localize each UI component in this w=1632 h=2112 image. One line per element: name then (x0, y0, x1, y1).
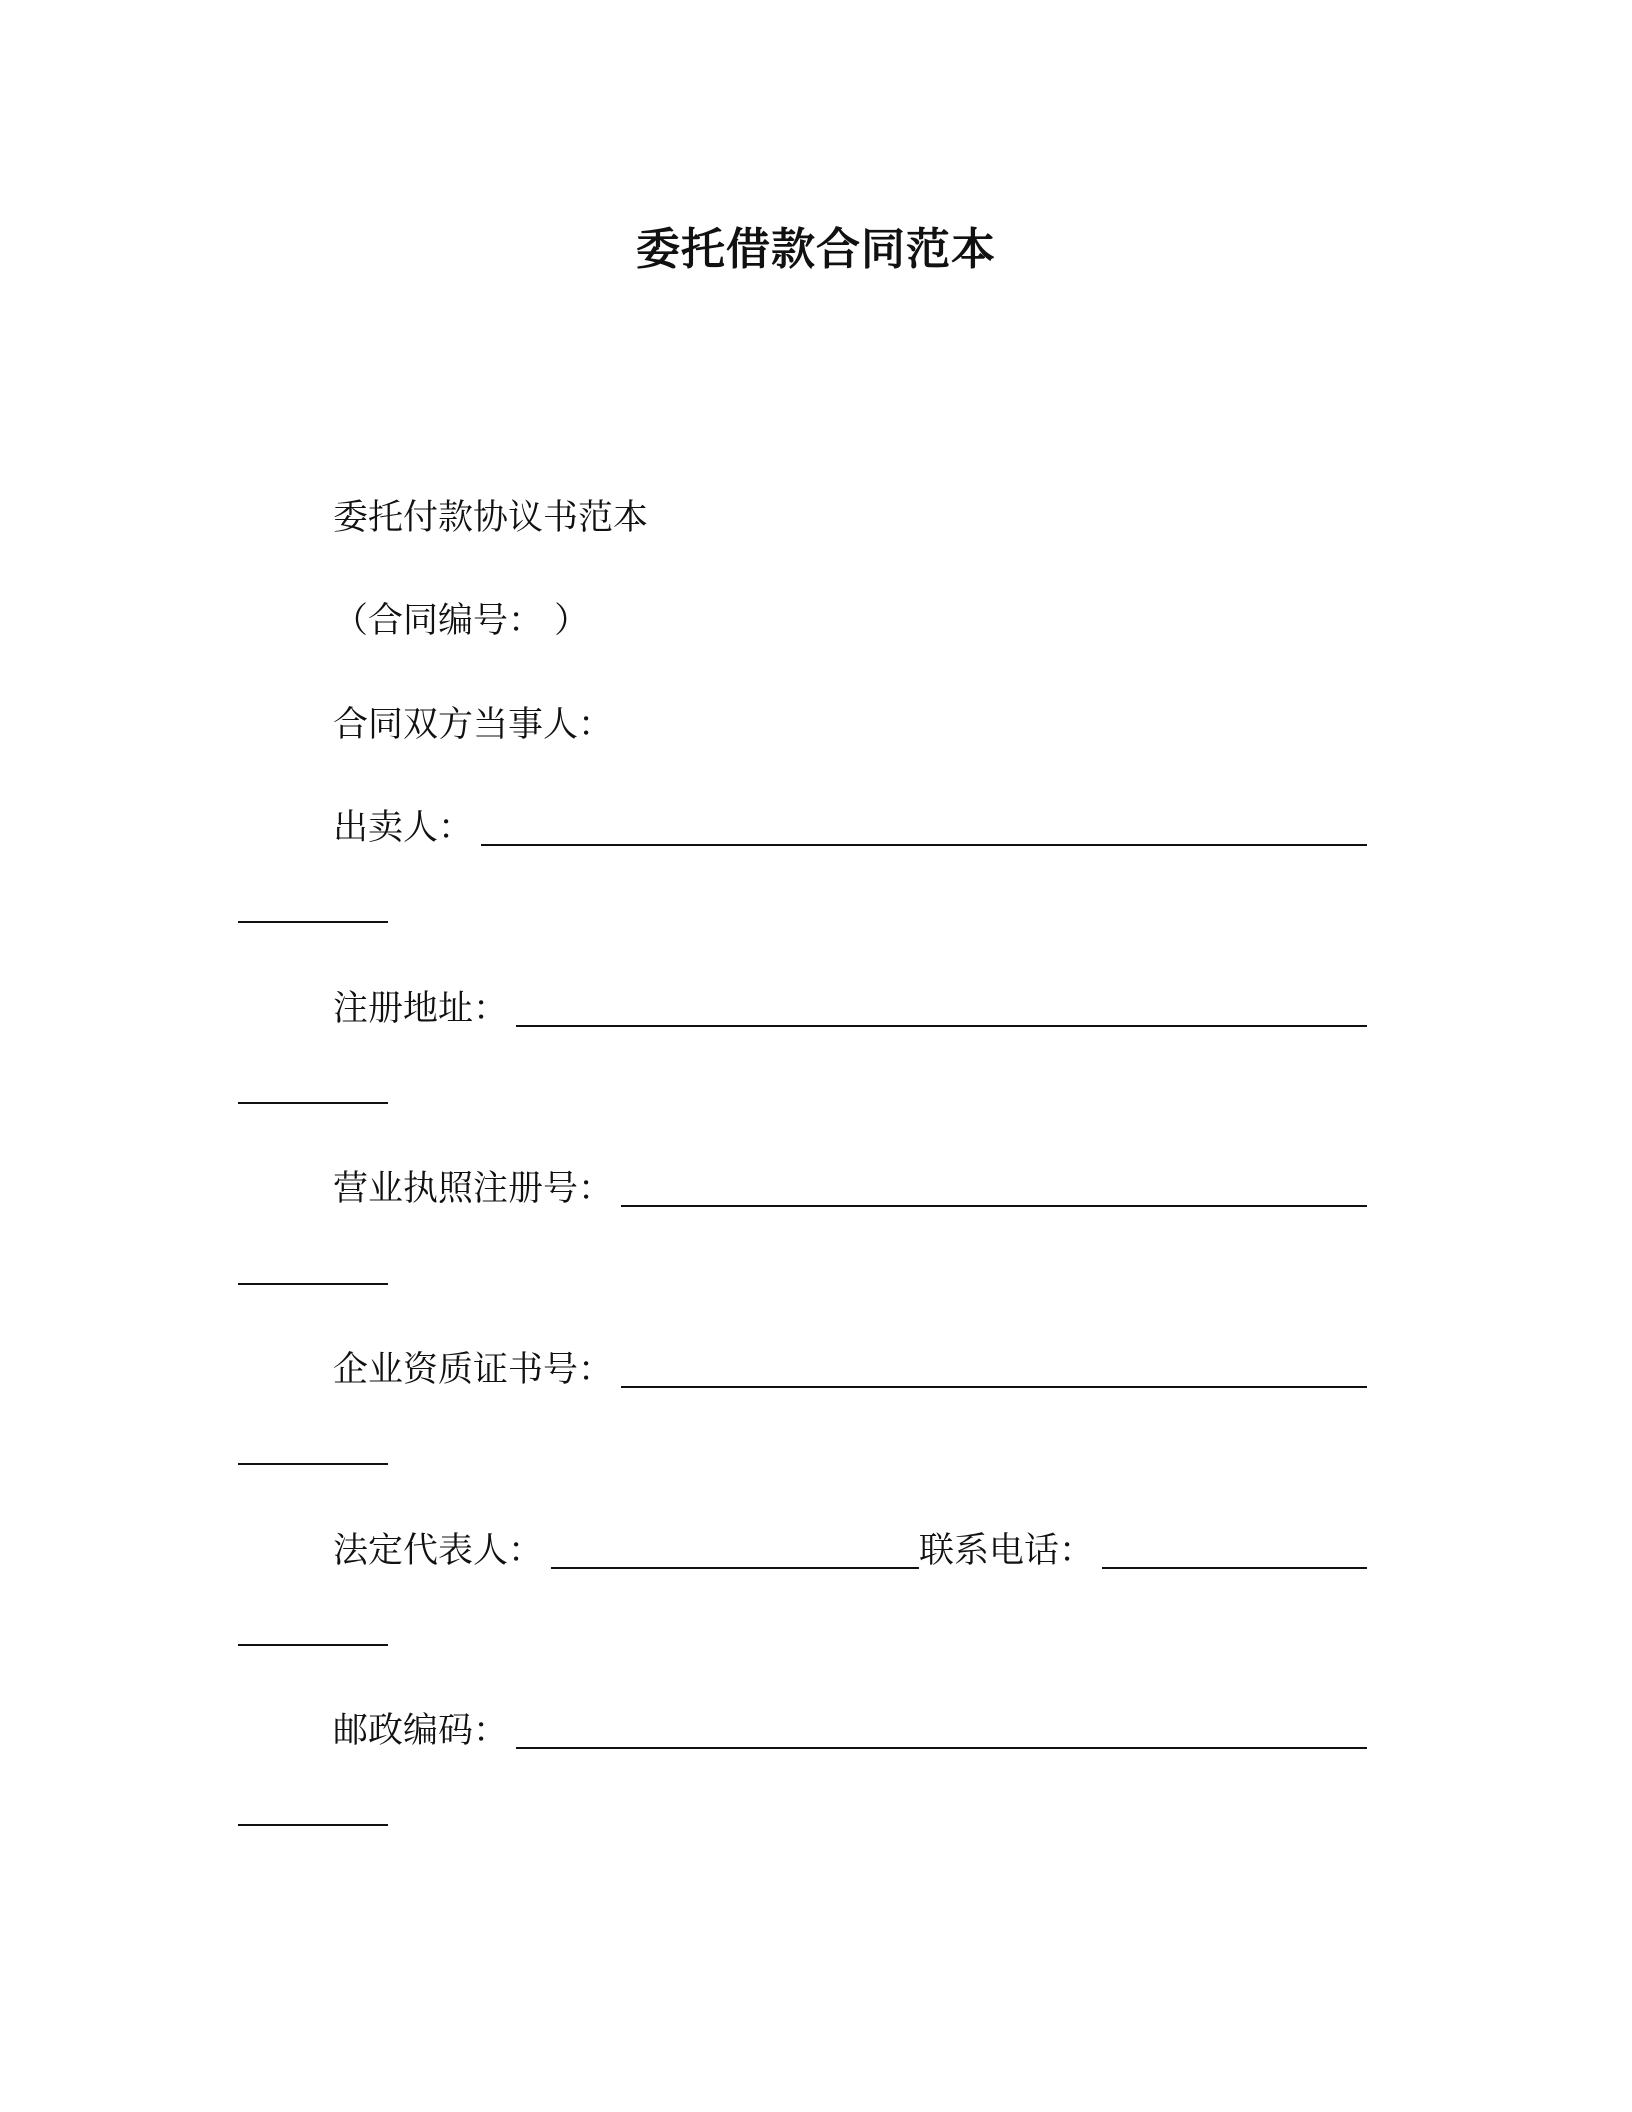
legal-rep-blank-line[interactable] (551, 1567, 919, 1569)
business-license-blank-continuation[interactable] (238, 1283, 388, 1285)
contract-number-label: （合同编号： ） (333, 601, 590, 641)
seller-blank-continuation[interactable] (238, 921, 388, 923)
legal-rep-phone-blank-continuation[interactable] (238, 1644, 388, 1646)
registered-address-label: 注册地址： (333, 989, 509, 1029)
business-license-label: 营业执照注册号： (333, 1169, 614, 1209)
parties-label: 合同双方当事人： (333, 705, 614, 745)
postal-code-label: 邮政编码： (333, 1711, 509, 1751)
postal-code-blank-line[interactable] (516, 1747, 1367, 1749)
agreement-subtitle: 委托付款协议书范本 (333, 498, 649, 538)
qualification-cert-label: 企业资质证书号： (333, 1350, 614, 1390)
seller-blank-line[interactable] (481, 844, 1367, 846)
qualification-cert-blank-continuation[interactable] (238, 1463, 388, 1465)
postal-code-blank-continuation[interactable] (238, 1824, 388, 1826)
registered-address-blank-continuation[interactable] (238, 1102, 388, 1104)
legal-rep-phone-field (333, 1527, 1367, 1575)
business-license-blank-line[interactable] (621, 1205, 1367, 1207)
qualification-cert-field (333, 1346, 1367, 1394)
phone-blank-line[interactable] (1102, 1567, 1367, 1569)
registered-address-field (333, 985, 1367, 1033)
legal-rep-label: 法定代表人： (333, 1531, 544, 1571)
qualification-cert-blank-line[interactable] (621, 1386, 1367, 1388)
seller-field (333, 804, 1367, 852)
phone-label: 联系电话： (919, 1531, 1095, 1571)
business-license-field (333, 1165, 1367, 1213)
seller-label: 出卖人： (333, 808, 474, 848)
postal-code-field (333, 1707, 1367, 1755)
document-title: 委托借款合同范本 (636, 224, 996, 275)
registered-address-blank-line[interactable] (516, 1025, 1367, 1027)
